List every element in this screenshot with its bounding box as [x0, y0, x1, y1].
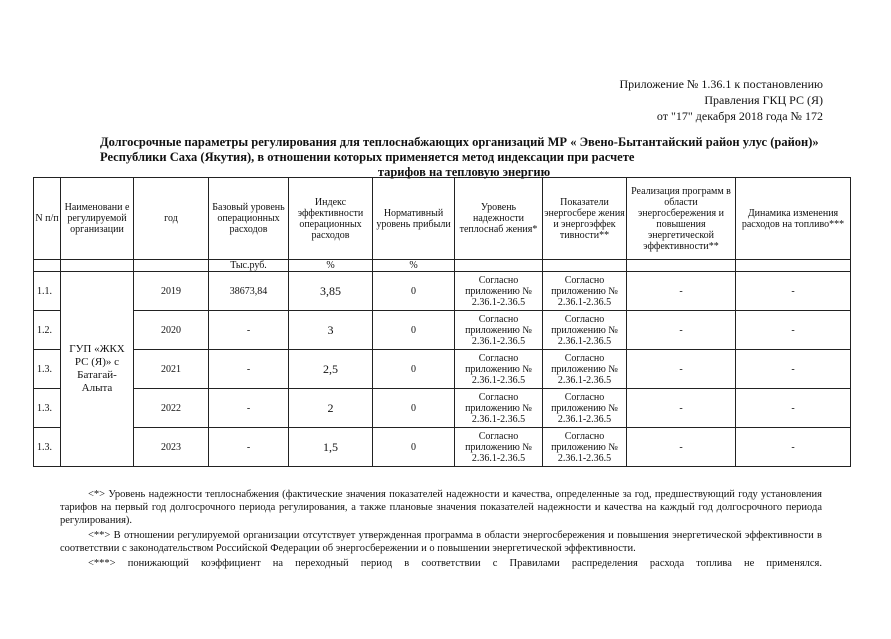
unit-index: %	[289, 260, 373, 272]
row-fuel: -	[736, 428, 851, 467]
header-num: N п/п	[34, 178, 61, 260]
row-year: 2019	[134, 272, 209, 311]
header-row	[34, 178, 851, 260]
header-profit: Нормативный уровень прибыли	[373, 178, 455, 260]
row-program: -	[627, 428, 736, 467]
row-fuel: -	[736, 389, 851, 428]
appendix-line-1: Приложение № 1.36.1 к постановлению	[619, 77, 823, 91]
table-row	[34, 389, 851, 428]
row-reliability: Согласно приложению № 2.36.1-2.36.5	[455, 428, 543, 467]
row-year: 2021	[134, 350, 209, 389]
row-reliability: Согласно приложению № 2.36.1-2.36.5	[455, 389, 543, 428]
row-index: 3	[289, 311, 373, 350]
row-fuel: -	[736, 350, 851, 389]
row-energy-eff: Согласно приложению № 2.36.1-2.36.5	[543, 311, 627, 350]
row-program: -	[627, 350, 736, 389]
row-profit: 0	[373, 272, 455, 311]
row-profit: 0	[373, 428, 455, 467]
row-program: -	[627, 311, 736, 350]
appendix-header	[619, 76, 823, 124]
row-energy-eff: Согласно приложению № 2.36.1-2.36.5	[543, 272, 627, 311]
table-row	[34, 272, 851, 311]
row-index: 2,5	[289, 350, 373, 389]
table-row	[34, 350, 851, 389]
header-year: год	[134, 178, 209, 260]
row-fuel: -	[736, 272, 851, 311]
footnote-reliability: <*> Уровень надежности теплоснабжения (фактические значения показателей надежности и качества, определенные за год, предшествующий году установления тарифов на первый год долгосрочного периода регулирования, а также плановые значения показателей надежности и качества на каждый год долгосрочного периода регулирования).	[60, 489, 822, 526]
appendix-line-3: от "17" декабря 2018 года № 172	[656, 109, 823, 123]
title-line-3: тарифов на тепловую энергию	[377, 165, 551, 179]
table-row	[34, 311, 851, 350]
unit-base: Тыс.руб.	[209, 260, 289, 272]
row-program: -	[627, 272, 736, 311]
row-num: 1.1.	[34, 272, 61, 311]
header-index: Индекс эффективности операционных расходов	[289, 178, 373, 260]
row-year: 2023	[134, 428, 209, 467]
row-num: 1.3.	[34, 389, 61, 428]
row-num: 1.2.	[34, 311, 61, 350]
header-energy-eff: Показатели энергосбере жения и энергоэффек тивности**	[543, 178, 627, 260]
row-energy-eff: Согласно приложению № 2.36.1-2.36.5	[543, 350, 627, 389]
row-index: 2	[289, 389, 373, 428]
row-reliability: Согласно приложению № 2.36.1-2.36.5	[455, 272, 543, 311]
header-base: Базовый уровень операционных расходов	[209, 178, 289, 260]
footnote-energy-program: <**> В отношении регулируемой организации отсутствует утвержденная программа в области энергосбережения и повышения энергетической эффективности в соответствии с законодательством Российской Федерации об энергосбережении и о повышении энергетической эффективности.	[60, 530, 822, 554]
header-program: Реализация программ в области энергосбережения и повышения энергетической эффективности**	[627, 178, 736, 260]
parameters-table	[33, 177, 851, 467]
row-year: 2020	[134, 311, 209, 350]
document-title	[100, 135, 820, 180]
row-base: -	[209, 428, 289, 467]
row-num: 1.3.	[34, 350, 61, 389]
header-fuel: Динамика изменения расходов на топливо***	[736, 178, 851, 260]
title-line-2: (район)» Республики Саха (Якутия), в отношении которых применяется метод индексации при расчете	[100, 135, 819, 164]
table-row	[34, 428, 851, 467]
row-base: -	[209, 350, 289, 389]
units-row	[34, 260, 851, 272]
row-energy-eff: Согласно приложению № 2.36.1-2.36.5	[543, 389, 627, 428]
header-org: Наименовани е регулируемой организации	[61, 178, 134, 260]
row-energy-eff: Согласно приложению № 2.36.1-2.36.5	[543, 428, 627, 467]
row-profit: 0	[373, 350, 455, 389]
row-base: -	[209, 389, 289, 428]
row-reliability: Согласно приложению № 2.36.1-2.36.5	[455, 311, 543, 350]
row-num: 1.3.	[34, 428, 61, 467]
org-name: ГУП «ЖКХ РС (Я)» с Батагай-Алыта	[61, 272, 134, 467]
footnotes	[60, 488, 822, 570]
row-index: 1,5	[289, 428, 373, 467]
row-base: -	[209, 311, 289, 350]
row-index: 3,85	[289, 272, 373, 311]
appendix-line-2: Правления ГКЦ РС (Я)	[704, 93, 823, 107]
header-reliability: Уровень надежности теплоснаб жения*	[455, 178, 543, 260]
unit-profit: %	[373, 260, 455, 272]
row-year: 2022	[134, 389, 209, 428]
row-program: -	[627, 389, 736, 428]
footnote-fuel: <***> понижающий коэффициент на переходный период в соответствии с Правилами распределения расхода топлива не применялся.	[88, 558, 822, 569]
row-fuel: -	[736, 311, 851, 350]
row-reliability: Согласно приложению № 2.36.1-2.36.5	[455, 350, 543, 389]
row-base: 38673,84	[209, 272, 289, 311]
row-profit: 0	[373, 389, 455, 428]
title-line-1: Долгосрочные параметры регулирования для теплоснабжающих организаций МР « Эвено-Бытантайский район улус	[100, 135, 768, 149]
row-profit: 0	[373, 311, 455, 350]
